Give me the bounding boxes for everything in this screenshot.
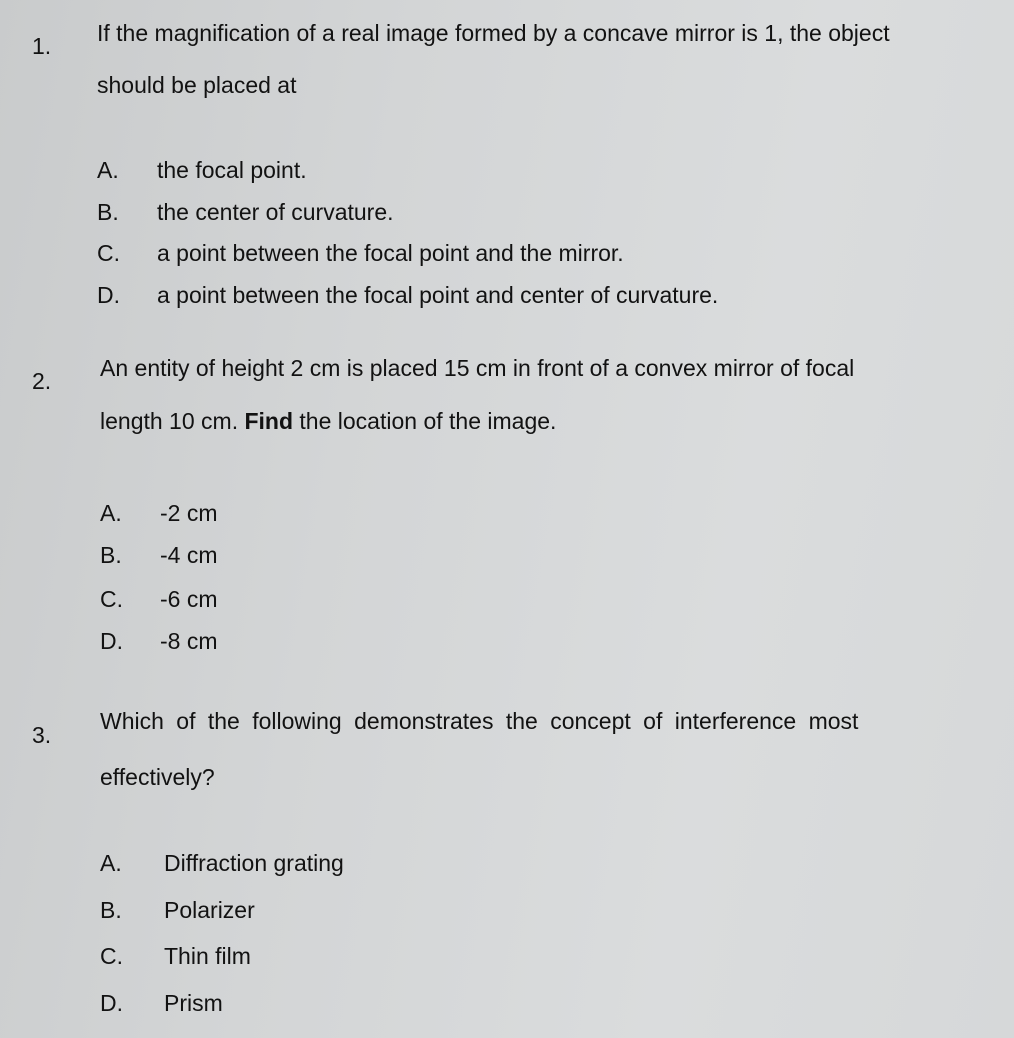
option-text: a point between the focal point and center of curvature. (157, 282, 719, 308)
option-text: Diffraction grating (164, 850, 344, 876)
question-number: 1. (32, 33, 52, 59)
option-text: -6 cm (160, 586, 218, 612)
option-text: Polarizer (164, 897, 255, 923)
option-letter: C. (100, 586, 123, 612)
option-text: the center of curvature. (157, 199, 394, 225)
option-b[interactable] (97, 199, 394, 226)
option-letter: B. (100, 897, 122, 923)
question-text-bold: Find (244, 408, 294, 434)
question-text-part: length 10 cm. (100, 408, 239, 434)
option-a[interactable] (100, 850, 344, 877)
question-text-line-2: should be placed at (97, 72, 297, 98)
option-letter: B. (97, 199, 119, 225)
option-d[interactable] (100, 990, 223, 1017)
option-letter: D. (100, 990, 123, 1016)
option-text: -4 cm (160, 542, 218, 568)
option-c[interactable] (100, 586, 218, 613)
option-b[interactable] (100, 897, 255, 924)
question-text-line-1: If the magnification of a real image formed by a concave mirror is 1, the object (97, 20, 890, 46)
option-letter: C. (100, 943, 123, 969)
question-text-line-1: An entity of height 2 cm is placed 15 cm in front of a convex mirror of focal (100, 355, 855, 381)
option-c[interactable] (97, 240, 624, 267)
option-letter: A. (100, 500, 122, 526)
option-text: the focal point. (157, 157, 307, 183)
option-text: -8 cm (160, 628, 218, 654)
option-a[interactable] (100, 500, 218, 527)
option-letter: D. (97, 282, 120, 308)
option-text: Prism (164, 990, 223, 1016)
option-b[interactable] (100, 542, 218, 569)
option-letter: A. (100, 850, 122, 876)
option-letter: B. (100, 542, 122, 568)
option-letter: D. (100, 628, 123, 654)
option-a[interactable] (97, 157, 307, 184)
question-text-line-2 (100, 408, 556, 435)
option-c[interactable] (100, 943, 251, 970)
option-text: a point between the focal point and the mirror. (157, 240, 624, 266)
option-d[interactable] (100, 628, 218, 655)
option-text: -2 cm (160, 500, 218, 526)
option-letter: A. (97, 157, 119, 183)
option-letter: C. (97, 240, 120, 266)
question-number: 2. (32, 368, 52, 394)
question-text-line-2: effectively? (100, 764, 215, 790)
question-number: 3. (32, 722, 52, 748)
question-text-part: the location of the image. (299, 408, 557, 434)
option-d[interactable] (97, 282, 718, 309)
option-text: Thin film (164, 943, 251, 969)
question-text-line-1: Which of the following demonstrates the concept of interference most (100, 708, 859, 734)
